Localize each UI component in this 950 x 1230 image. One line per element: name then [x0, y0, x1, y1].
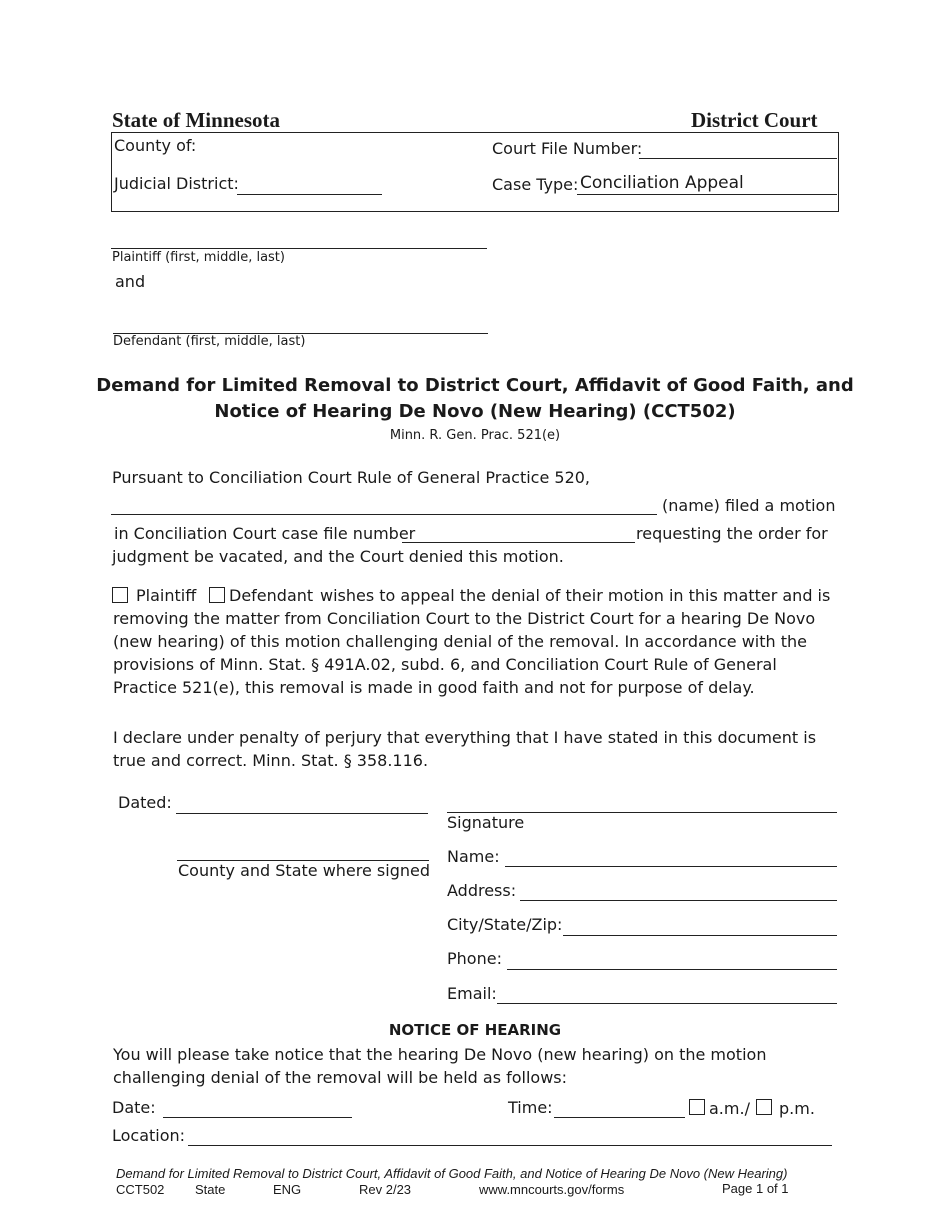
- footer-title: Demand for Limited Removal to District Court, Affidavit of Good Faith, and Notice of Hearing De Novo (New Hearing): [116, 1166, 788, 1181]
- signature-label: Signature: [447, 813, 525, 832]
- case-file-text: in Conciliation Court case file number: [114, 524, 416, 543]
- appeal-text-body: removing the matter from Conciliation Court to the District Court for a hearing De Novo (new hearing) of this motion challenging denial of the removal. In accordance with the provisions of Minn. Stat. § 491A.02, subd. 6, and Conciliation Court Rule of General Practice 521(e), this removal is made in good faith and not for purpose of delay.: [113, 609, 816, 697]
- pursuant-text: Pursuant to Conciliation Court Rule of General Practice 520,: [112, 468, 591, 487]
- case-type-value: Conciliation Appeal: [580, 173, 744, 193]
- defendant-option-label: Defendant: [229, 586, 314, 605]
- pm-checkbox[interactable]: [756, 1099, 772, 1115]
- court-file-number-field[interactable]: [639, 158, 837, 159]
- pm-label: p.m.: [779, 1099, 815, 1118]
- phone-field[interactable]: [507, 969, 837, 970]
- name-label: Name:: [447, 847, 500, 866]
- email-field[interactable]: [497, 1003, 837, 1004]
- footer-page-number: Page 1 of 1: [722, 1181, 789, 1196]
- caption-box: [111, 132, 839, 212]
- city-state-zip-label: City/State/Zip:: [447, 915, 563, 934]
- state-heading: State of Minnesota: [112, 108, 280, 132]
- dated-label: Dated:: [118, 793, 172, 812]
- phone-label: Phone:: [447, 949, 502, 968]
- address-label: Address:: [447, 881, 517, 900]
- am-checkbox[interactable]: [689, 1099, 705, 1115]
- judgment-text: judgment be vacated, and the Court denied this motion.: [112, 547, 564, 566]
- dated-field[interactable]: [176, 813, 428, 814]
- hearing-time-label: Time:: [508, 1098, 553, 1117]
- notice-text: You will please take notice that the hearing De Novo (new hearing) on the motion challenging denial of the removal will be held as follows:: [113, 1045, 767, 1087]
- court-file-number-label: Court File Number:: [492, 139, 643, 158]
- judicial-district-field[interactable]: [237, 194, 382, 195]
- location-field[interactable]: [188, 1145, 832, 1146]
- form-title-line2: Notice of Hearing De Novo (New Hearing) (CCT502): [214, 401, 736, 422]
- location-label: Location:: [112, 1126, 186, 1145]
- name-filed-text: (name) filed a motion: [662, 496, 836, 515]
- hearing-date-field[interactable]: [163, 1117, 352, 1118]
- plaintiff-label: Plaintiff (first, middle, last): [112, 250, 285, 265]
- and-text: and: [115, 272, 146, 291]
- appeal-text-line1: wishes to appeal the denial of their motion in this matter and is: [320, 586, 831, 605]
- case-type-label: Case Type:: [492, 175, 579, 194]
- footer-state: State: [195, 1182, 226, 1197]
- plaintiff-checkbox[interactable]: [112, 587, 128, 603]
- county-label: County of:: [114, 136, 197, 155]
- rule-citation: Minn. R. Gen. Prac. 521(e): [389, 428, 561, 443]
- footer-revision: Rev 2/23: [359, 1182, 412, 1197]
- declaration-text: I declare under penalty of perjury that everything that I have stated in this document is true and correct. Minn. Stat. § 358.116.: [113, 728, 817, 770]
- email-label: Email:: [447, 984, 497, 1003]
- court-heading: District Court: [691, 108, 818, 132]
- judicial-district-label: Judicial District:: [114, 174, 239, 193]
- city-state-zip-field[interactable]: [563, 935, 837, 936]
- address-field[interactable]: [520, 900, 837, 901]
- plaintiff-option-label: Plaintiff: [136, 586, 197, 605]
- defendant-checkbox[interactable]: [209, 587, 225, 603]
- notice-heading: NOTICE OF HEARING: [388, 1021, 562, 1039]
- case-type-field[interactable]: [577, 194, 837, 195]
- defendant-label: Defendant (first, middle, last): [113, 334, 306, 349]
- filer-name-field[interactable]: [111, 514, 657, 515]
- case-file-number-field[interactable]: [402, 542, 635, 543]
- hearing-time-field[interactable]: [554, 1117, 685, 1118]
- footer-language: ENG: [273, 1182, 302, 1197]
- requesting-text: requesting the order for: [636, 524, 828, 543]
- footer-url: www.mncourts.gov/forms: [479, 1182, 625, 1197]
- form-title-line1: Demand for Limited Removal to District Court, Affidavit of Good Faith, and: [96, 375, 854, 396]
- plaintiff-field[interactable]: [111, 248, 487, 249]
- footer-form-code: CCT502: [116, 1182, 165, 1197]
- hearing-date-label: Date:: [112, 1098, 156, 1117]
- am-label: a.m./: [709, 1099, 750, 1118]
- county-state-label: County and State where signed: [178, 861, 430, 880]
- name-field[interactable]: [505, 866, 837, 867]
